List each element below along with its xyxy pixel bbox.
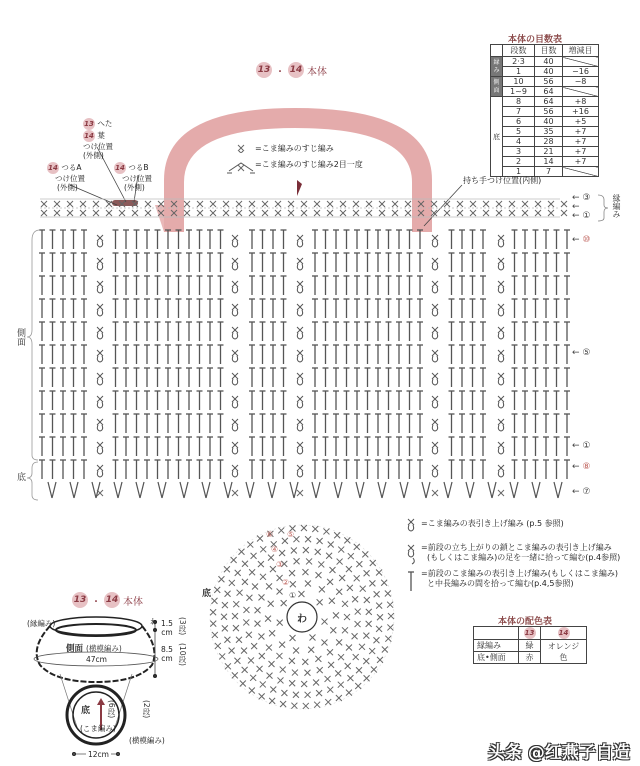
table-row: 底•側面 赤 xyxy=(474,652,587,664)
handle-arch xyxy=(164,108,432,232)
round-number: ③ xyxy=(276,560,284,569)
legend-front-post-sc: =こま編みの表引き上げ編み (p.5 参照) xyxy=(421,519,564,528)
table-row: 7 56 +16 xyxy=(491,107,599,117)
table-row: 3 21 +7 xyxy=(491,147,599,157)
bag-schematic xyxy=(34,617,158,756)
legend-front-post-sc-ch: =前段の立ち上がりの鎖とこま編みの表引き上げ編み (もしくはこま編み)の足を一緒に拾って編む(p.4参照) xyxy=(421,543,621,562)
round-number: ④ xyxy=(271,545,279,554)
schematic-side: 側面 (横模編み) xyxy=(66,644,122,654)
col-header-incdec: 増減目 xyxy=(563,45,599,57)
table-row: 2 14 +7 xyxy=(491,157,599,167)
row-marker: ← ③ xyxy=(572,193,591,203)
schematic-base: 底 xyxy=(81,706,91,716)
row-marker: ← xyxy=(572,202,580,212)
schematic-h2-rows: (10段) xyxy=(178,643,187,666)
main-title: 13 ・ 14 本体 xyxy=(256,62,327,78)
table-row: 5 35 +7 xyxy=(491,127,599,137)
schematic-ring: わ xyxy=(150,617,158,626)
table-row: 1 40 −16 xyxy=(491,67,599,77)
schematic-edge: (縁編み) xyxy=(27,619,56,628)
schematic-h1-rows: (3段) xyxy=(178,617,187,636)
table-row: 底 8 64 +8 xyxy=(491,97,599,107)
badge-14: 14 xyxy=(288,62,304,78)
callout-vine-a: 14 つるA つけ位置 (外側) xyxy=(48,163,85,192)
round-number: ② xyxy=(282,578,290,587)
legend-hdc-between: =前段のこま編みの表引き上げ編み(もしくはこま編み) と中長編みの間を拾って編む(p.4,5参照) xyxy=(421,569,618,588)
color-table-title: 本体の配色表 xyxy=(498,617,553,627)
row-marker: ← ⑤ xyxy=(572,348,591,358)
edge-label: 縁編み xyxy=(612,194,621,218)
row-marker: ← ⑦ xyxy=(572,487,591,497)
schematic-outer-rows: (2段) xyxy=(142,700,151,719)
legend-sc2tog-back-loop: =こま編みのすじ編み2目一度 xyxy=(255,160,363,169)
table-row: 縁編み 緑 オレンジ色 xyxy=(474,640,587,652)
table-row: 縁 み 2·3 40 xyxy=(491,57,599,67)
schematic-base-width: 12cm xyxy=(88,750,109,759)
badge-13: 13 xyxy=(256,62,272,78)
schematic-outer-pattern: (横模編み) xyxy=(129,736,165,745)
callout-vine-b: 14 つるB つけ位置 (外側) xyxy=(115,163,152,192)
table-row: 1 7 xyxy=(491,167,599,177)
row-marker: ← ⑩ xyxy=(572,235,591,245)
round-number: ① xyxy=(289,591,297,600)
round-number: ⑥ xyxy=(266,530,274,539)
start-marker xyxy=(297,180,302,196)
group-side: 側 面 xyxy=(491,77,503,97)
row-marker: ← ⑧ xyxy=(572,462,591,472)
side-label: 側面 xyxy=(15,328,25,346)
schematic-base-rows: (6段) xyxy=(107,700,116,719)
table-row: 1~9 64 xyxy=(491,87,599,97)
schematic-h2: 8.5 cm xyxy=(161,645,173,663)
table-row: 4 28 +7 xyxy=(491,137,599,147)
col-header-stitches: 目数 xyxy=(535,45,563,57)
round-number: ⑤ xyxy=(287,530,295,539)
table-row: 6 40 +5 xyxy=(491,117,599,127)
row-marker: ← ① xyxy=(572,211,591,221)
title-text: 本体 xyxy=(307,66,327,78)
round-center: わ xyxy=(297,614,307,625)
watermark: 头条 @红燕子自造 xyxy=(488,743,630,763)
group-edge: 縁 み xyxy=(491,57,503,77)
callout-leaf: 14 葉 つけ位置 (外側) xyxy=(83,131,113,160)
color-table: 13 14 縁編み 緑 オレンジ色 底•側面 赤 xyxy=(473,626,587,664)
count-table-title: 本体の目数表 xyxy=(508,35,563,45)
row-marker: ← ① xyxy=(572,441,591,451)
round-chart-label: 底 xyxy=(202,589,212,599)
schematic-base-pattern: (こま編み) xyxy=(80,724,116,733)
table-row: 側 面 10 56 −8 xyxy=(491,77,599,87)
callout-handle: 持ち手つけ位置(内側) xyxy=(463,176,542,185)
col-header-rows: 段数 xyxy=(503,45,535,57)
callout-heta: 13 へた xyxy=(84,119,113,128)
group-bottom: 底 xyxy=(491,97,503,177)
schematic-width: 47cm xyxy=(86,655,107,664)
legend-sc-back-loop: =こま編みのすじ編み xyxy=(255,144,334,153)
schematic-h1: 1.5 cm xyxy=(161,619,173,637)
schematic-title: 13 ・ 14 本体 xyxy=(72,592,143,608)
bottom-label: 底 xyxy=(15,472,25,481)
